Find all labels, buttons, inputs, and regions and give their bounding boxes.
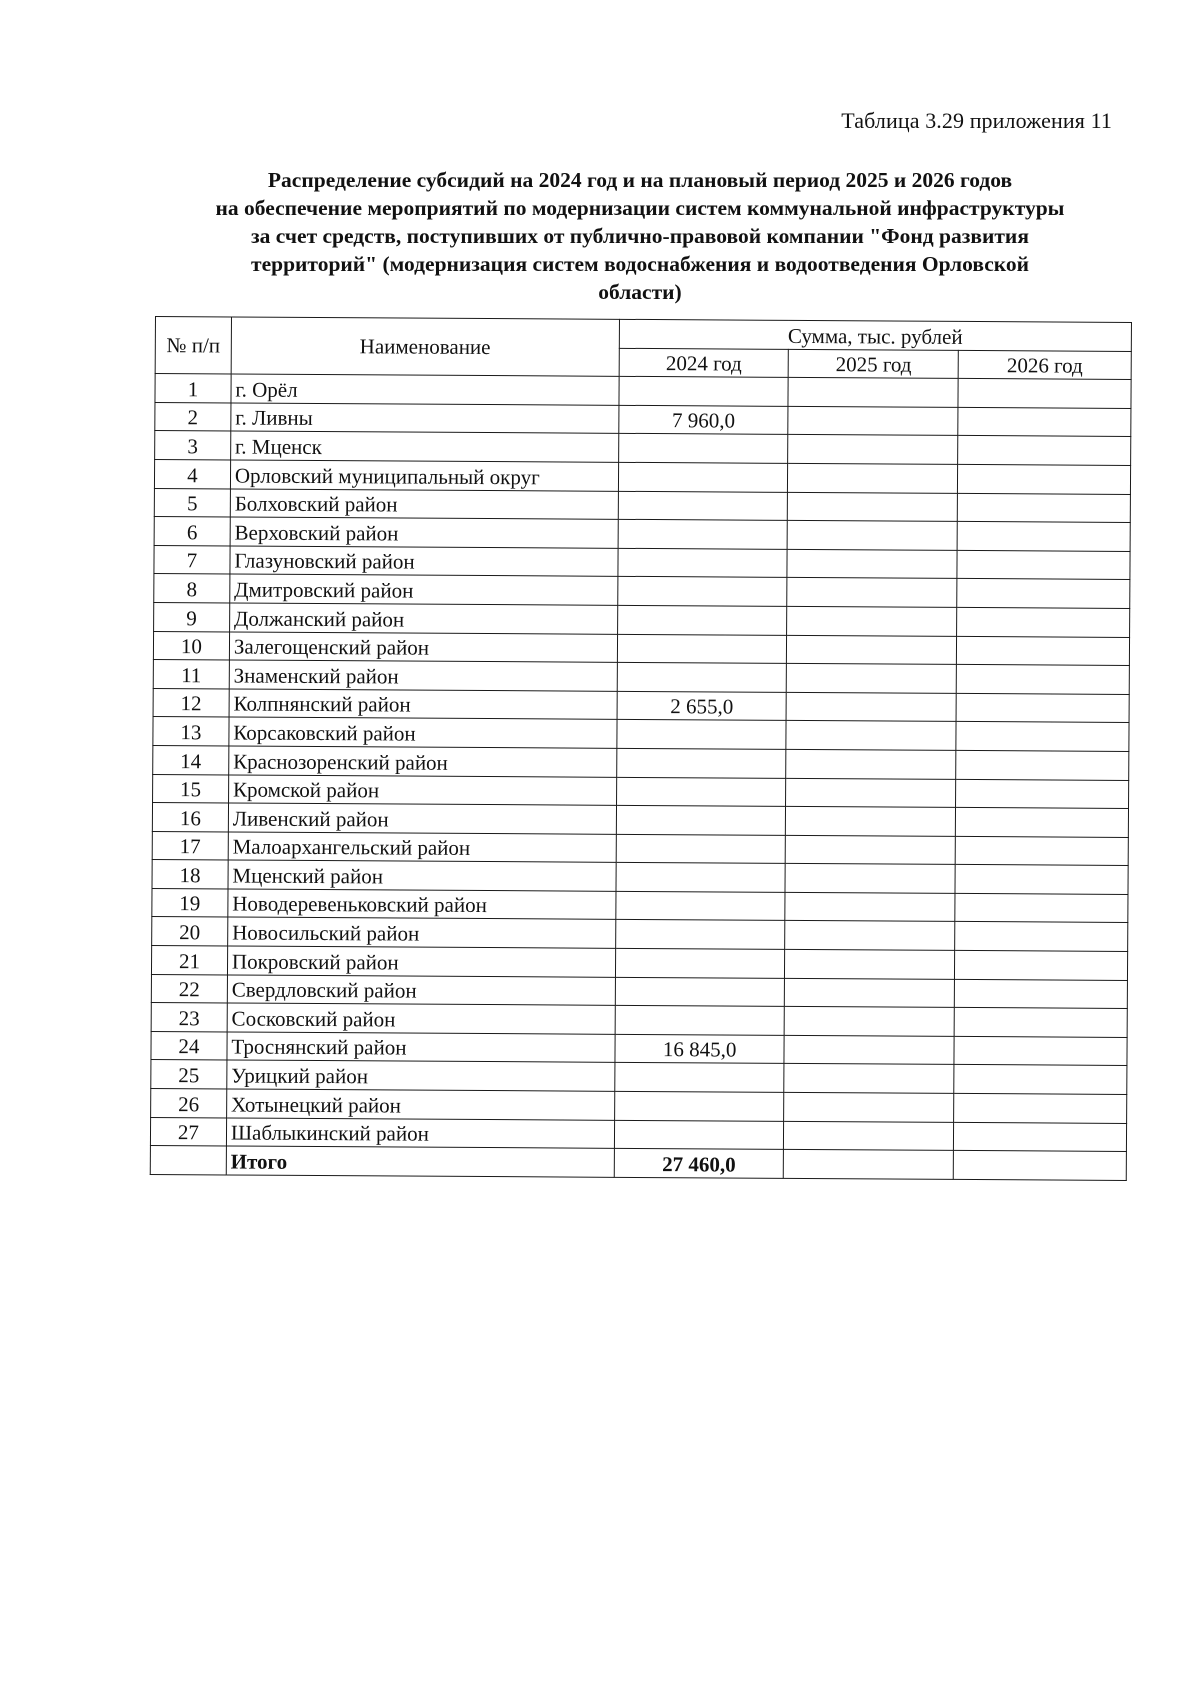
row-value-2024 — [617, 634, 787, 664]
row-value-2024 — [619, 377, 789, 407]
row-value-2024 — [614, 1091, 784, 1121]
row-value-2025 — [786, 835, 956, 865]
row-number: 4 — [154, 459, 230, 488]
row-value-2025 — [788, 492, 958, 522]
header-sum: Сумма, тыс. рублей — [619, 319, 1131, 351]
row-name: г. Ливны — [231, 403, 619, 434]
row-value-2024 — [616, 777, 786, 807]
row-value-2026 — [957, 522, 1130, 552]
row-value-2026 — [955, 922, 1128, 952]
row-name: Малоархангельский район — [228, 832, 616, 863]
row-number: 17 — [152, 831, 228, 860]
total-row — [150, 1146, 1126, 1181]
row-value-2026 — [956, 693, 1129, 723]
row-number: 21 — [151, 946, 227, 975]
row-name: Сосковский район — [227, 1003, 615, 1034]
row-value-2024 — [614, 1120, 784, 1150]
row-value-2025 — [788, 521, 958, 551]
row-value-2024 — [618, 548, 788, 578]
row-name: Новосильский район — [228, 917, 616, 948]
row-value-2026 — [957, 550, 1130, 580]
row-number: 3 — [155, 431, 231, 460]
row-value-2025 — [786, 749, 956, 779]
row-value-2025 — [786, 778, 956, 808]
row-name: Болховский район — [230, 489, 618, 520]
row-value-2024 — [618, 434, 788, 464]
row-name: Урицкий район — [227, 1060, 615, 1091]
row-value-2026 — [954, 1065, 1127, 1095]
row-number: 2 — [155, 402, 231, 431]
row-value-2024 — [618, 491, 788, 521]
row-value-2024 — [615, 1006, 785, 1036]
row-number: 27 — [150, 1117, 226, 1146]
row-value-2025 — [784, 1064, 954, 1094]
document-title — [150, 166, 1130, 306]
row-name: Мценский район — [228, 860, 616, 891]
row-value-2026 — [956, 665, 1129, 695]
row-value-2026 — [958, 436, 1131, 466]
row-number: 23 — [151, 1003, 227, 1032]
row-value-2026 — [957, 607, 1130, 637]
header-number: № п/п — [155, 317, 231, 375]
title-line: Распределение субсидий на 2024 год и на плановый период 2025 и 2026 годов — [267, 168, 1013, 192]
row-value-2025 — [787, 692, 957, 722]
row-value-2024 — [615, 977, 785, 1007]
row-value-2026 — [956, 779, 1129, 809]
row-value-2024 — [617, 577, 787, 607]
row-number: 11 — [153, 660, 229, 689]
row-value-2026 — [955, 979, 1128, 1009]
row-name: Ливенский район — [228, 803, 616, 834]
row-value-2025 — [788, 463, 958, 493]
row-name: Корсаковский район — [229, 717, 617, 748]
row-value-2025 — [785, 949, 955, 979]
row-number: 1 — [155, 374, 231, 403]
row-number: 24 — [151, 1031, 227, 1060]
row-value-2024 — [618, 462, 788, 492]
row-value-2026 — [958, 379, 1131, 409]
row-value-2024 — [615, 920, 785, 950]
row-value-2026 — [955, 950, 1128, 980]
row-value-2026 — [957, 579, 1130, 609]
row-value-2024 — [616, 748, 786, 778]
header-year-2024: 2024 год — [619, 348, 789, 378]
row-value-2026 — [958, 407, 1131, 437]
row-value-2025 — [787, 606, 957, 636]
row-number: 18 — [152, 860, 228, 889]
header-year-2025: 2025 год — [789, 349, 959, 379]
row-value-2025 — [785, 864, 955, 894]
row-name: Колпнянский район — [229, 689, 617, 720]
row-number: 7 — [154, 545, 230, 574]
row-number: 14 — [153, 745, 229, 774]
row-value-2025 — [786, 721, 956, 751]
total-number — [150, 1146, 226, 1175]
row-value-2024: 7 960,0 — [619, 405, 789, 435]
row-value-2024 — [615, 1063, 785, 1093]
row-name: Свердловский район — [227, 975, 615, 1006]
row-value-2025 — [785, 892, 955, 922]
row-value-2024 — [616, 891, 786, 921]
row-value-2026 — [957, 493, 1130, 523]
row-number: 8 — [154, 574, 230, 603]
row-value-2026 — [955, 893, 1128, 923]
row-number: 25 — [151, 1060, 227, 1089]
row-name: г. Мценск — [231, 431, 619, 462]
row-name: Глазуновский район — [230, 546, 618, 577]
row-name: Верховский район — [230, 517, 618, 548]
row-name: Хотынецкий район — [226, 1089, 614, 1120]
row-value-2024 — [617, 605, 787, 635]
row-value-2025 — [788, 406, 958, 436]
row-name: Орловский муниципальный округ — [230, 460, 618, 491]
row-value-2026 — [954, 1008, 1127, 1038]
row-value-2025 — [785, 1007, 955, 1037]
row-number: 13 — [153, 717, 229, 746]
row-value-2024 — [616, 805, 786, 835]
total-label: Итого — [226, 1146, 614, 1177]
row-number: 6 — [154, 517, 230, 546]
total-value-2025 — [784, 1150, 954, 1180]
row-value-2026 — [957, 636, 1130, 666]
row-number: 26 — [151, 1089, 227, 1118]
row-name: Дмитровский район — [230, 574, 618, 605]
row-value-2026 — [955, 865, 1128, 895]
row-name: Новодеревеньковский район — [228, 889, 616, 920]
row-value-2025 — [787, 578, 957, 608]
row-value-2026 — [958, 464, 1131, 494]
row-number: 20 — [152, 917, 228, 946]
row-number: 12 — [153, 688, 229, 717]
row-name: Знаменский район — [229, 660, 617, 691]
row-value-2026 — [956, 722, 1129, 752]
row-value-2025 — [787, 549, 957, 579]
row-number: 15 — [153, 774, 229, 803]
row-name: Кромской район — [228, 774, 616, 805]
row-number: 22 — [151, 974, 227, 1003]
row-value-2024 — [618, 519, 788, 549]
row-value-2026 — [954, 1093, 1127, 1123]
row-value-2026 — [955, 836, 1128, 866]
title-line: на обеспечение мероприятий по модернизации систем коммунальной инфраструктуры — [215, 196, 1065, 220]
row-value-2024: 16 845,0 — [615, 1034, 785, 1064]
title-line: за счет средств, поступивших от публично-правовой компании "Фонд развития — [251, 224, 1029, 248]
row-value-2024 — [616, 863, 786, 893]
table-caption: Таблица 3.29 приложения 11 — [841, 108, 1112, 133]
row-value-2026 — [954, 1036, 1127, 1066]
row-value-2025 — [784, 1092, 954, 1122]
title-line: территорий" (модернизация систем водоснабжения и водоотведения Орловской — [251, 252, 1029, 276]
row-value-2026 — [956, 807, 1129, 837]
row-name: г. Орёл — [231, 374, 619, 405]
total-value-2024: 27 460,0 — [614, 1149, 784, 1179]
total-value-2026 — [953, 1151, 1126, 1181]
row-name: Шаблыкинский район — [226, 1118, 614, 1149]
row-value-2026 — [954, 1122, 1127, 1152]
table-header-row — [155, 317, 1131, 352]
row-value-2026 — [956, 750, 1129, 780]
row-value-2024 — [616, 834, 786, 864]
row-value-2025 — [788, 378, 958, 408]
row-number: 16 — [152, 803, 228, 832]
row-value-2024 — [615, 948, 785, 978]
row-value-2025 — [788, 435, 958, 465]
row-number: 9 — [154, 602, 230, 631]
row-value-2025 — [787, 663, 957, 693]
row-value-2025 — [785, 978, 955, 1008]
row-number: 19 — [152, 888, 228, 917]
subsidy-table — [150, 316, 1132, 1181]
row-name: Троснянский район — [227, 1032, 615, 1063]
row-value-2024 — [617, 720, 787, 750]
row-number: 10 — [153, 631, 229, 660]
table-body — [150, 374, 1131, 1181]
row-name: Покровский район — [227, 946, 615, 977]
row-value-2025 — [784, 1035, 954, 1065]
row-value-2025 — [787, 635, 957, 665]
row-name: Должанский район — [229, 603, 617, 634]
row-value-2025 — [784, 1121, 954, 1151]
header-year-2026: 2026 год — [958, 350, 1131, 380]
row-value-2024: 2 655,0 — [617, 691, 787, 721]
row-name: Залегощенский район — [229, 631, 617, 662]
row-number: 5 — [154, 488, 230, 517]
row-name: Краснозоренский район — [229, 746, 617, 777]
header-name: Наименование — [231, 317, 619, 377]
title-line: области) — [598, 280, 682, 304]
row-value-2024 — [617, 662, 787, 692]
row-value-2025 — [786, 806, 956, 836]
row-value-2025 — [785, 921, 955, 951]
